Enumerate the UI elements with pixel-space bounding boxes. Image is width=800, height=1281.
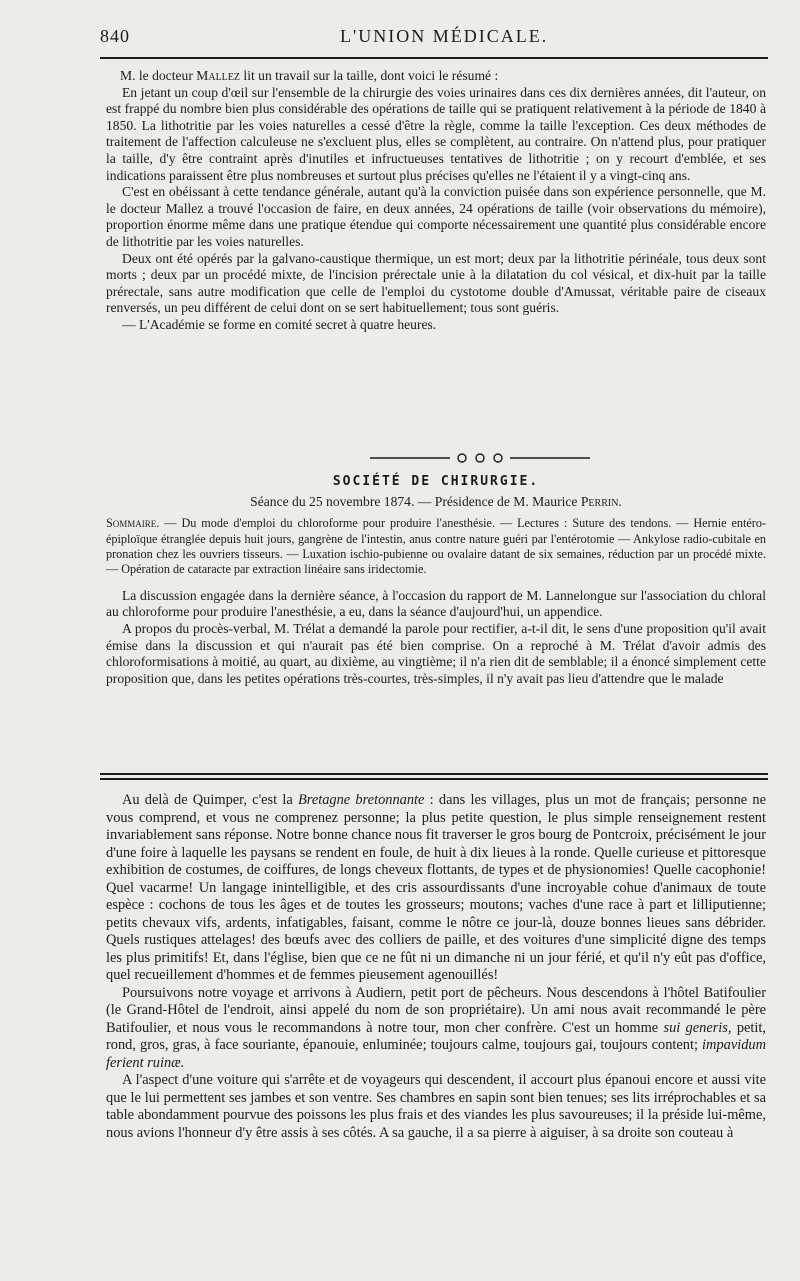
author-name: Mallez <box>196 68 241 83</box>
summary-text: — Du mode d'emploi du chloroforme pour produire l'anesthésie. — Lectures : Suture des tendons. — Hernie entéro-épiploïque étranglée depuis huit jours, gangrène de l'intestin, anus contre nature guéri par l'entérotomie — Ankylose radio-cubitale en pronation chez les ouvriers tisseurs. — Luxation ischio-pubienne ou ovalaire datant de six semaines, réduction par un procédé mixte. — Opération de cataracte par extraction linéaire sans iridectomie. <box>106 516 766 577</box>
feuilleton-paragraph-1: Au delà de Quimper, c'est la Bretagne bretonnante : dans les villages, plus un mot de français; personne ne vous comprend, et vous ne comprenez personne; la plus petite question, le plus simple renseignement restent invariablement sans réponse. Notre bonne chance nous fit traverser le gros bourg de Pontcroix, précisément le jour d'une foire à laquelle les paysans se rendent en foule, de huit à dix lieues à la ronde. Quelle curieuse et pittoresque exhibition de costumes, de coiffures, de longs cheveux flottants, de types et de physionomies! Quelle cacophonie! Quel vacarme! Un langage inintelligible, et des cris assourdissants d'une incroyable cohue d'animaux de toute espèce : cochons de tous les âges et de toutes les grosseurs; moutons; vaches d'une race à part et lilliputienne; petits chevaux vifs, ardents, infatigables, faisant, comme le nôtre ce jour-là, douze bonnes lieues sans débrider. Quels rustiques attelages! des bœufs avec des colliers de paille, et des voitures d'une simplicité digne des temps les plus primitifs! Et, dans l'église, bien que ce ne fût ni un dimanche ni un jour férié, et qu'il n'y eût pas d'office, quel recueillement d'hommes et de femmes pieusement agenouillés! <box>106 792 766 983</box>
session-line: Séance du 25 novembre 1874. — Présidence de M. Maurice Perrin. <box>250 493 622 509</box>
feuilleton-paragraph-2: Poursuivons notre voyage et arrivons à Audiern, petit port de pêcheurs. Nous descendons à l'hôtel Batifoulier (le Grand-Hôtel de l'endroit, ainsi appelé du nom de son propriétaire). Un ami nous avait recommandé le père Batifoulier, et nous vous le recommandons à notre tour, mon cher confrère. C'est un homme sui generis, petit, rond, gros, gras, à face souriante, épanouie, enluminée; toujours calme, toujours gai, toujours content; impavidum ferient ruinæ. <box>106 984 766 1071</box>
feuilleton <box>106 792 766 1142</box>
summary-label: Sommaire. <box>106 516 160 531</box>
president-name: Perrin. <box>580 493 622 509</box>
academy-paragraph-2: En jetant un coup d'œil sur l'ensemble de la chirurgie des voies urinaires dans ces dix dernières années, dit l'auteur, on est frappé du nombre bien plus considérable des opérations de taille qui se pratiquent relativement à la période de 1840 à 1850. La lithotritie par les voies naturelles a cessé d'être la règle, comme la taille l'exception. Ces deux méthodes de traitement de l'affection calculeuse ne s'excluent plus, elles se complètent, au contraire. On n'attend plus, pour pratiquer la taille, d'y être contraint après d'inutiles et infructueuses tentatives de lithotritie ; on y recourt d'emblée, et ses indications paraissent être plus nombreuses et surtout plus précises qu'elles ne l'étaient il y a vingt-cinq ans. <box>106 84 766 183</box>
academy-paragraph-5: — L'Académie se forme en comité secret à quatre heures. <box>122 316 437 332</box>
feuilleton-rule-bottom <box>100 778 768 780</box>
feuilleton-paragraph-3: A l'aspect d'une voiture qui s'arrête et de voyageurs qui descendent, il accourt plus épanoui encore et aussi vite que le lui permettent ses jambes et son ventre. Ses chambres en sapin sont bien tenues; ses lits irréprochables et sa table abondamment pourvue des poissons les plus frais et des viandes les plus savoureuses; il la préside lui-même, nous avions l'honneur d'y être assis à ses côtés. A sa gauche, il a sa pierre à aiguiser, à sa droite son couteau à <box>106 1072 766 1141</box>
summary-block <box>106 516 766 578</box>
page-number: 840 <box>100 26 130 46</box>
society-paragraph-2: A propos du procès-verbal, M. Trélat a demandé la parole pour rectifier, a-t-il dit, le sens d'une proposition qu'il avait émise dans la discussion et qui n'aurait pas été bien comprise. On a reproché à M. Trélat d'avoir admis des chloroformisations à moitié, au quart, au dixième, au vingtième; il n'a rien dit de semblable; il a énoncé simplement cette proposition que, dans les petites opérations très-courtes, très-simples, il n'y avait pas lieu d'attendre que le malade <box>106 621 766 686</box>
academy-report <box>106 68 766 334</box>
feuilleton-rule-top <box>100 773 768 775</box>
academy-paragraph-4: Deux ont été opérés par la galvano-caustique thermique, un est mort; deux par la lithotritie périnéale, tous deux sont morts ; deux par un procédé mixte, de l'incision prérectale unie à la dilatation du col vésical, et dix-huit par la taille prérectale, sans autre modification que celle de l'emploi du cystotome double d'Amussat, véritable paire de ciseaux renversés, un peu différent de celui dont on se sert habituellement; tous sont guéris. <box>106 250 766 316</box>
society-paragraph-1: La discussion engagée dans la dernière séance, à l'occasion du rapport de M. Lannelongue sur l'association du chloral au chloroforme pour produire l'anesthésie, a eu, dans la séance d'aujourd'hui, un appendice. <box>106 587 766 620</box>
page-header <box>100 26 768 56</box>
academy-paragraph-1: M. le docteur Mallez lit un travail sur la taille, dont voici le résumé : <box>120 68 499 83</box>
society-report <box>106 472 766 687</box>
header-rule <box>100 57 768 59</box>
section-title: SOCIÉTÉ DE CHIRURGIE. <box>332 474 540 489</box>
academy-paragraph-3: C'est en obéissant à cette tendance générale, autant qu'à la conviction puisée dans son expérience personnelle, que M. le docteur Mallez a trouvé l'occasion de faire, en deux années, 24 opérations de taille (voir observations du mémoire), proportion énorme même dans une pratique étendue qui comporte nécessairement une quantité plus considérable encore de lithotritie par les voies naturelles. <box>106 184 766 249</box>
running-title: L'UNION MÉDICALE. <box>340 26 549 46</box>
section-divider-ornament <box>370 452 590 464</box>
